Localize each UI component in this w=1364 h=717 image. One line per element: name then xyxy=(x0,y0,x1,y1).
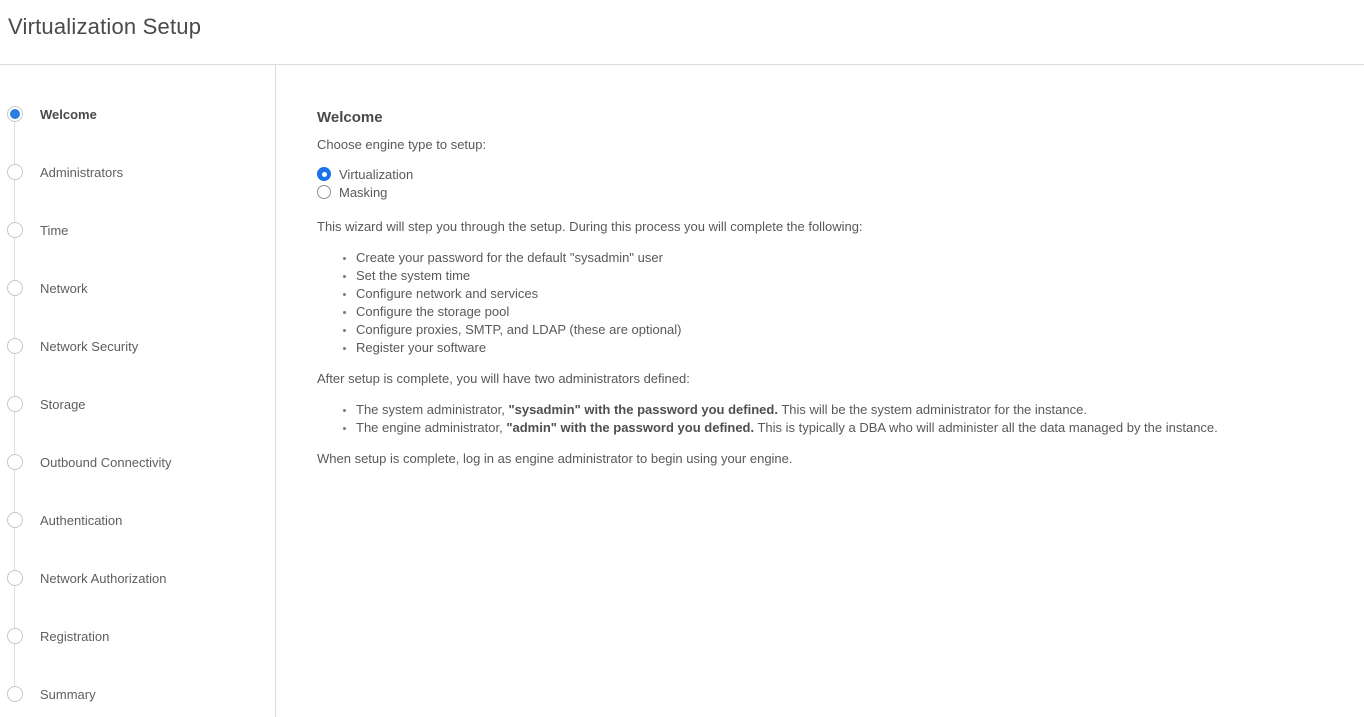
step-radio-icon xyxy=(7,686,23,702)
radio-label: Virtualization xyxy=(339,166,414,182)
administrators-list xyxy=(317,401,1324,437)
sidebar-step-network-security[interactable] xyxy=(0,317,275,375)
admin-text-bold: "admin" with the password you defined. xyxy=(506,420,755,435)
sidebar-step-registration[interactable] xyxy=(0,607,275,665)
admin-text-prefix: The engine administrator, xyxy=(356,420,507,435)
administrators-intro-text: After setup is complete, you will have two administrators defined: xyxy=(317,371,690,386)
step-label: Welcome xyxy=(40,106,97,122)
radio-selected-icon xyxy=(317,167,331,181)
list-item: • Create your password for the default "sysadmin" user xyxy=(356,249,1324,267)
step-radio-icon xyxy=(7,164,23,180)
step-radio-icon xyxy=(7,628,23,644)
step-label: Network Authorization xyxy=(40,570,167,586)
list-item: • Configure proxies, SMTP, and LDAP (these are optional) xyxy=(356,321,1324,339)
step-radio-icon xyxy=(7,454,23,470)
list-item xyxy=(356,401,1324,419)
sidebar-step-network[interactable] xyxy=(0,259,275,317)
list-item: • Configure the storage pool xyxy=(356,303,1324,321)
step-label: Network Security xyxy=(40,338,139,354)
step-radio-icon xyxy=(7,512,23,528)
setup-task-list xyxy=(317,249,1324,357)
sidebar-step-summary[interactable] xyxy=(0,665,275,717)
step-label: Administrators xyxy=(40,164,124,180)
engine-type-radio-group xyxy=(317,165,1324,201)
engine-type-prompt: Choose engine type to setup: xyxy=(317,137,487,152)
step-radio-icon xyxy=(7,280,23,296)
radio-masking[interactable] xyxy=(317,183,1324,201)
content-heading: Welcome xyxy=(317,109,383,126)
app-header xyxy=(0,0,1364,65)
admin-text-suffix: This will be the system administrator for the instance. xyxy=(777,402,1087,417)
radio-virtualization[interactable] xyxy=(317,165,1324,183)
sidebar-step-outbound-connectivity[interactable] xyxy=(0,433,275,491)
admin-text-bold: "sysadmin" with the password you defined. xyxy=(508,402,778,417)
step-label: Time xyxy=(40,222,69,238)
sidebar-step-welcome[interactable] xyxy=(0,85,275,143)
wizard-content-panel xyxy=(276,65,1364,717)
step-radio-icon xyxy=(7,396,23,412)
sidebar-step-time[interactable] xyxy=(0,201,275,259)
list-item: • Register your software xyxy=(356,339,1324,357)
radio-label: Masking xyxy=(339,184,388,200)
step-radio-icon xyxy=(7,570,23,586)
step-label: Summary xyxy=(40,686,96,702)
list-item: • Set the system time xyxy=(356,267,1324,285)
step-label: Authentication xyxy=(40,512,123,528)
radio-unselected-icon xyxy=(317,185,331,199)
wizard-step-sidebar xyxy=(0,65,276,717)
wizard-intro-text: This wizard will step you through the setup. During this process you will complete the following: xyxy=(317,219,863,234)
admin-text-prefix: The system administrator, xyxy=(356,402,509,417)
step-label: Registration xyxy=(40,628,110,644)
sidebar-step-authentication[interactable] xyxy=(0,491,275,549)
admin-text-suffix: This is typically a DBA who will administer all the data managed by the instance. xyxy=(754,420,1218,435)
step-label: Outbound Connectivity xyxy=(40,454,172,470)
step-label: Network xyxy=(40,280,88,296)
step-label: Storage xyxy=(40,396,86,412)
list-item: • Configure network and services xyxy=(356,285,1324,303)
sidebar-step-administrators[interactable] xyxy=(0,143,275,201)
step-radio-icon xyxy=(7,338,23,354)
page-title: Virtualization Setup xyxy=(8,14,202,39)
step-radio-icon xyxy=(7,222,23,238)
main-layout xyxy=(0,65,1364,717)
list-item xyxy=(356,419,1324,437)
sidebar-step-network-authorization[interactable] xyxy=(0,549,275,607)
sidebar-step-storage[interactable] xyxy=(0,375,275,433)
step-radio-icon xyxy=(7,106,23,122)
wizard-outro-text: When setup is complete, log in as engine administrator to begin using your engine. xyxy=(317,451,793,466)
